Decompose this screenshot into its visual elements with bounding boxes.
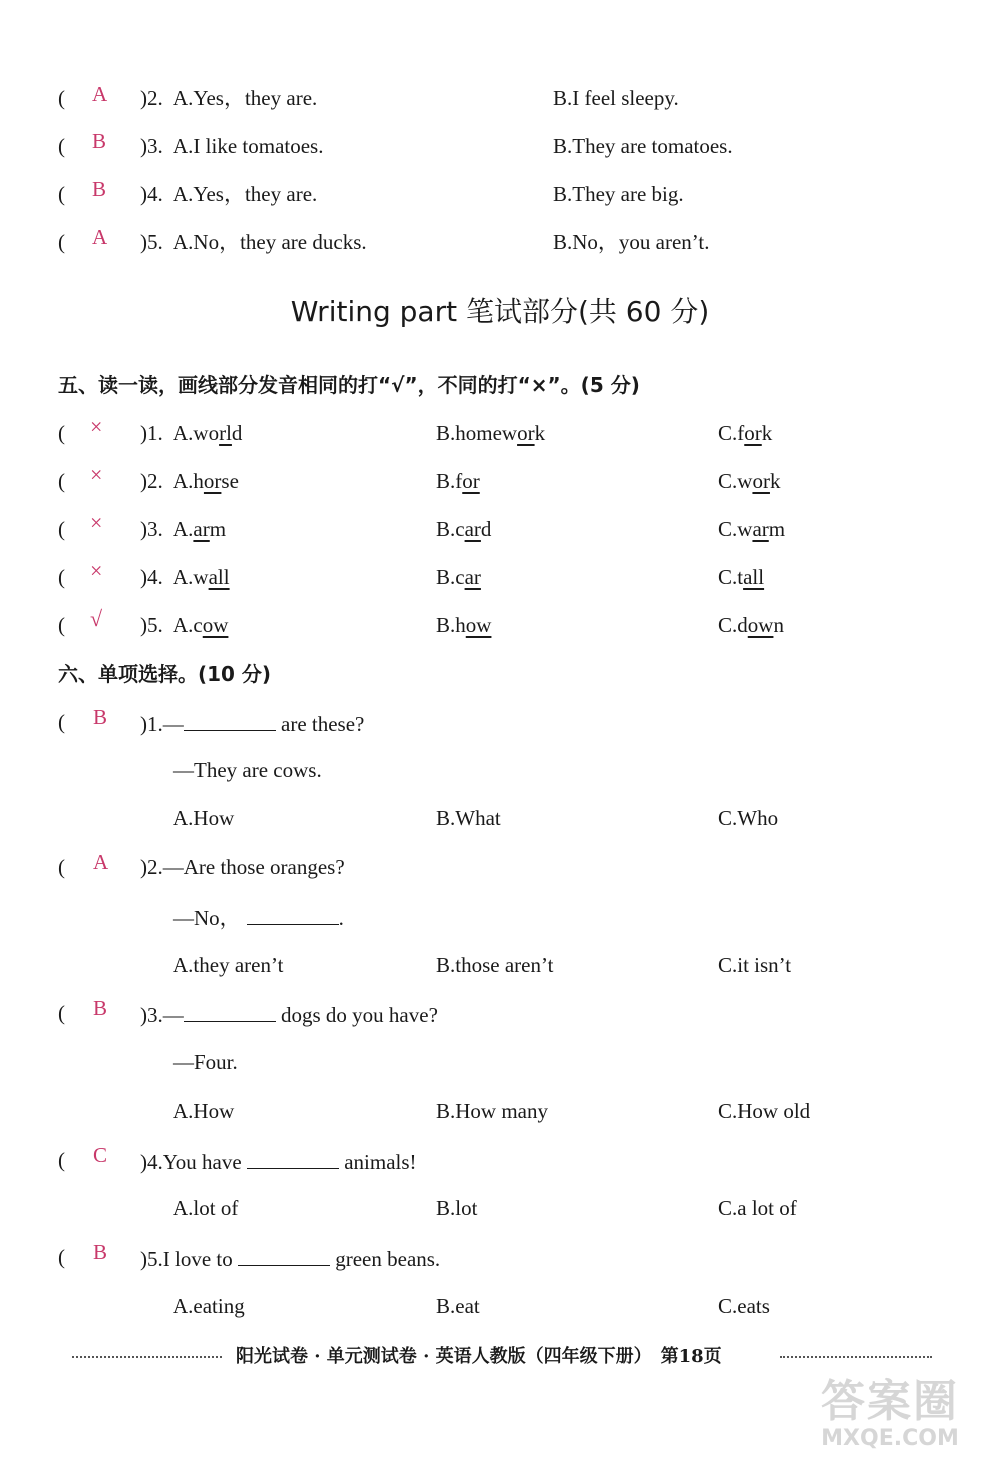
watermark-url: MXQE.COM (821, 1426, 959, 1451)
item-number: )3. (140, 517, 163, 541)
item-number: )4. (140, 182, 163, 206)
option-b: B.How many (436, 1099, 548, 1123)
cross-mark-icon: × (90, 510, 103, 535)
check-mark-icon: √ (90, 606, 103, 631)
word-b: B.card (436, 517, 492, 541)
answer-mark: B (93, 996, 108, 1020)
word-b: B.homework (436, 421, 546, 445)
answer-mark: A (93, 850, 109, 874)
answer-blank (184, 1003, 276, 1022)
answer-mark: A (92, 225, 108, 249)
paren: ( (58, 230, 65, 254)
question-stem: )2.—Are those oranges? (140, 855, 345, 879)
answer-mark: B (92, 129, 107, 153)
word-a: A.horse (173, 469, 239, 493)
watermark (795, 1376, 985, 1451)
writing-part-title: Writing part 笔试部分(共 60 分) (290, 295, 710, 328)
item-number: )5. (140, 613, 163, 637)
option-a: A.No，they are ducks. (173, 230, 367, 254)
word-a: A.world (173, 421, 243, 445)
option-b: B.They are big. (553, 182, 684, 206)
word-c: C.warm (718, 517, 786, 541)
paren: ( (58, 86, 65, 110)
answer-blank (247, 906, 339, 925)
answer-blank (247, 1150, 339, 1169)
option-b: B.eat (436, 1294, 480, 1318)
answer-mark: B (92, 177, 107, 201)
answer-blank (238, 1247, 330, 1266)
option-b: B.No，you aren’t. (553, 230, 710, 254)
section5-heading: 五、读一读，画线部分发音相同的打“√”，不同的打“×”。(5 分) (58, 373, 640, 397)
option-a: A.lot of (173, 1196, 239, 1220)
footer-divider-right (780, 1356, 932, 1358)
word-a: A.cow (173, 613, 229, 637)
item-number: )2. (140, 86, 163, 110)
watermark-logo: 答案圈 (821, 1376, 959, 1427)
question-stem: )5.I love to green beans. (140, 1247, 441, 1271)
footer-divider-left (72, 1356, 222, 1358)
question-reply: —Four. (173, 1050, 238, 1074)
item-number: )3. (140, 134, 163, 158)
cross-mark-icon: × (90, 462, 103, 487)
question-stem: )1.— are these? (140, 712, 365, 736)
word-b: B.how (436, 613, 492, 637)
option-c: C.a lot of (718, 1196, 797, 1220)
item-number: )4. (140, 565, 163, 589)
option-a: A.Yes，they are. (173, 86, 318, 110)
item-number: )2. (140, 469, 163, 493)
option-c: C.Who (718, 806, 779, 830)
option-c: C.eats (718, 1294, 770, 1318)
item-number: )1. (140, 421, 163, 445)
answer-mark: B (93, 1240, 108, 1264)
option-a: A.they aren’t (173, 953, 284, 977)
option-b: B.They are tomatoes. (553, 134, 733, 158)
question-stem: )4.You have animals! (140, 1150, 417, 1174)
answer-mark: C (93, 1143, 108, 1167)
item-number: )5. (140, 230, 163, 254)
word-c: C.tall (718, 565, 765, 589)
word-b: B.for (436, 469, 480, 493)
option-a: A.Yes，they are. (173, 182, 318, 206)
word-a: A.wall (173, 565, 230, 589)
paren: ( (58, 182, 65, 206)
word-a: A.arm (173, 517, 227, 541)
cross-mark-icon: × (90, 414, 103, 439)
option-a: A.I like tomatoes. (173, 134, 324, 158)
answer-blank (184, 712, 276, 731)
option-c: C.How old (718, 1099, 811, 1123)
answer-mark: A (92, 82, 108, 106)
word-c: C.down (718, 613, 784, 637)
option-a: A.How (173, 1099, 235, 1123)
answer-mark: B (93, 705, 108, 729)
option-a: A.How (173, 806, 235, 830)
option-b: B.those aren’t (436, 953, 554, 977)
question-stem: )3.— dogs do you have? (140, 1003, 438, 1027)
option-a: A.eating (173, 1294, 245, 1318)
paren: ( (58, 134, 65, 158)
question-reply: —No， . (173, 906, 344, 930)
cross-mark-icon: × (90, 558, 103, 583)
question-reply: —They are cows. (173, 758, 322, 782)
word-b: B.car (436, 565, 481, 589)
section6-heading: 六、单项选择。(10 分) (58, 662, 272, 686)
page-footer: 阳光试卷 · 单元测试卷 · 英语人教版（四年级下册） 第18页 (236, 1346, 722, 1367)
option-c: C.it isn’t (718, 953, 792, 977)
word-c: C.fork (718, 421, 773, 445)
option-b: B.I feel sleepy. (553, 86, 679, 110)
option-b: B.lot (436, 1196, 478, 1220)
option-b: B.What (436, 806, 501, 830)
word-c: C.work (718, 469, 781, 493)
